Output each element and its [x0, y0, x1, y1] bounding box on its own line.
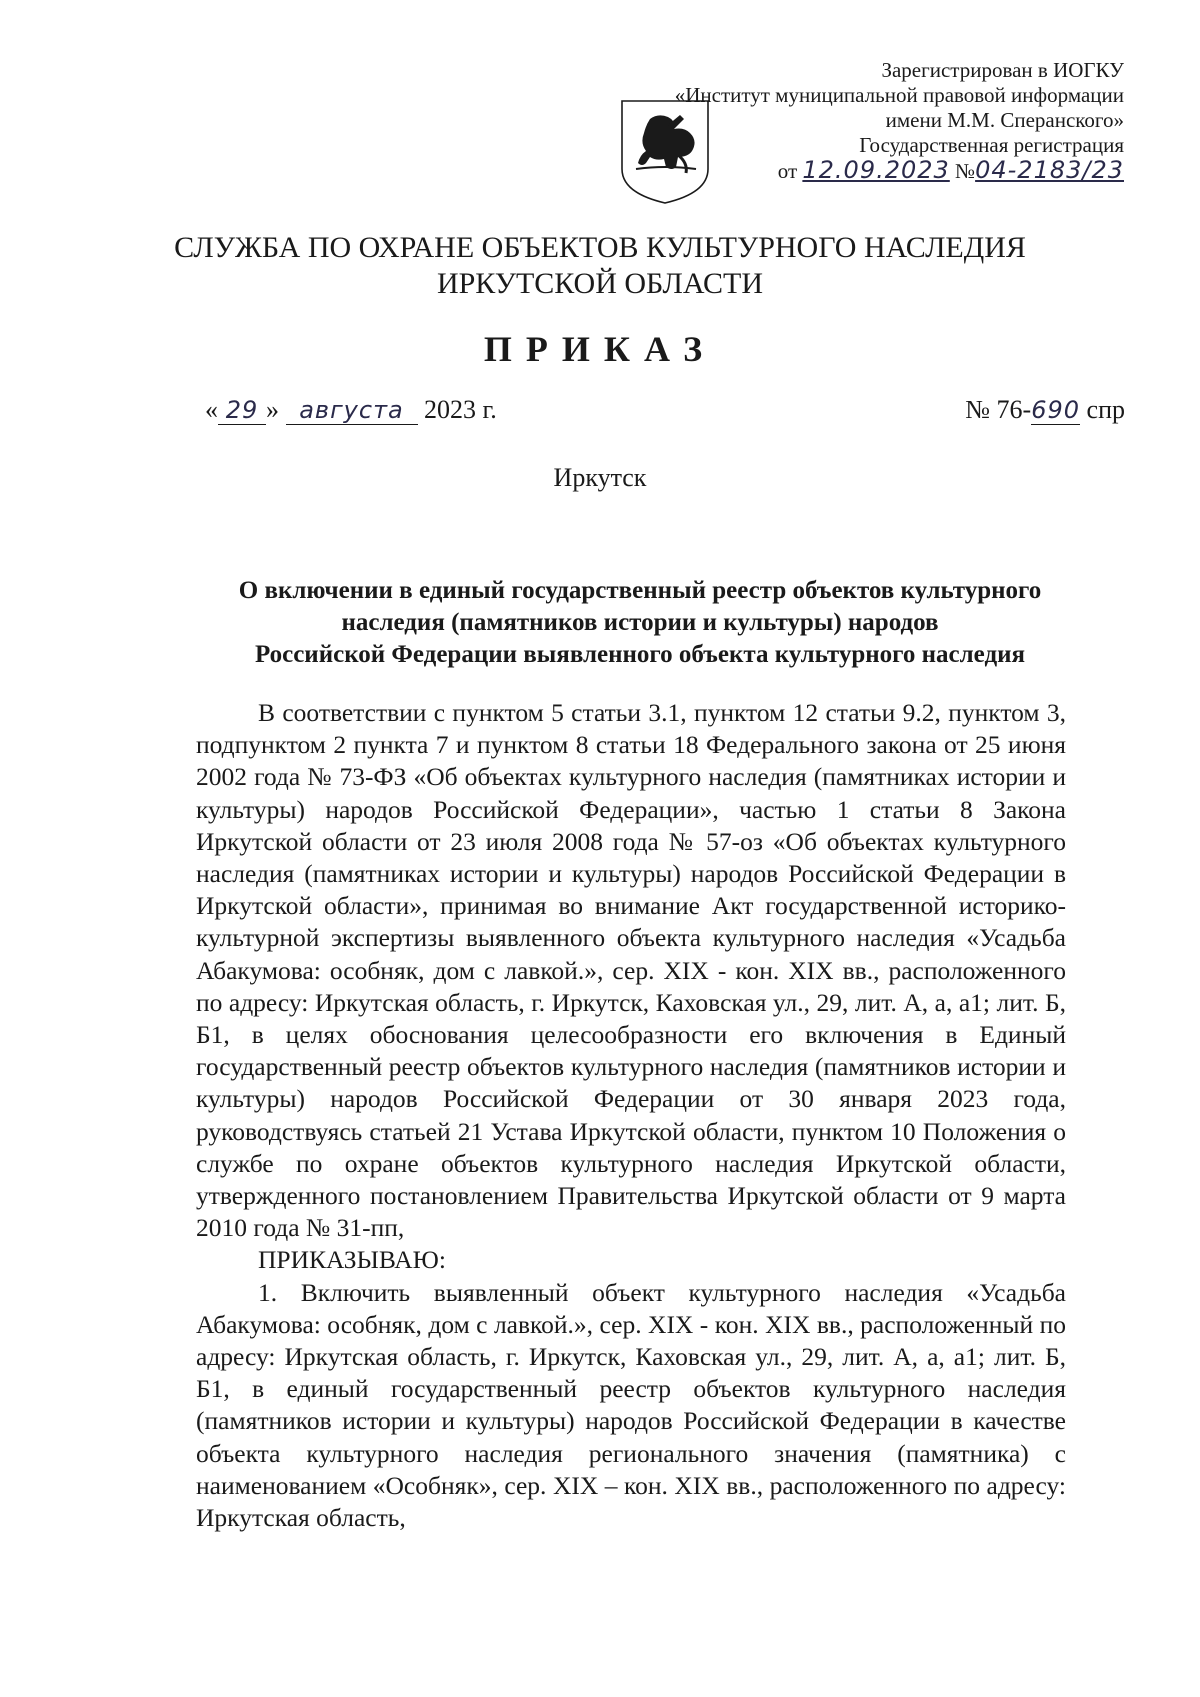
registration-stamp: [654, 58, 1124, 184]
date-day: 29: [218, 396, 266, 425]
order-number: [965, 395, 1125, 425]
registration-line-2: «Институт муниципальной правовой информации: [674, 83, 1124, 107]
date-month: августа: [286, 396, 418, 425]
title-line-2: наследия (памятников истории и культуры) народов: [341, 609, 939, 636]
registration-number-prefix: №: [955, 159, 976, 183]
registration-date: 12.09.2023: [802, 156, 950, 184]
order-number-value: 690: [1031, 396, 1081, 424]
registration-line-3: имени М.М. Сперанского»: [885, 108, 1124, 132]
city: Иркутск: [553, 463, 647, 492]
registration-line-4: Государственная регистрация: [859, 133, 1124, 157]
date-year: 2023 г.: [424, 395, 497, 424]
preamble-paragraph: В соответствии с пунктом 5 статьи 3.1, пунктом 12 статьи 9.2, пунктом 3, подпунктом 2 пункта 7 и пунктом 8 статьи 18 Федерального закона от 25 июня 2002 года № 73-ФЗ «Об объектах культурного наследия (памятниках истории и культуры) народов Российской Федерации», частью 1 статьи 8 Закона Иркутской области от 23 июля 2008 года № 57-оз «Об объектах культурного наследия (памятниках истории и культуры) народов Российской Федерации в Иркутской области», принимая во внимание Акт государственной историко-культурной экспертизы выявленного объекта культурного наследия «Усадьба Абакумова: особняк, дом с лавкой.», сер. XIX - кон. XIX вв., расположенного по адресу: Иркутская область, г. Иркутск, Каховская ул., 29, лит. А, а, а1; лит. Б, Б1, в целях обоснования целесообразности его включения в Единый государственный реестр объектов культурного наследия (памятников истории и культуры) народов Российской Федерации от 30 января 2023 года, руководствуясь статьей 21 Устава Иркутской области, пунктом 10 Положения о службе по охране объектов культурного наследия Иркутской области, утвержденного постановлением Правительства Иркутской области от 9 марта 2010 года № 31-пп,: [196, 698, 1066, 1243]
agency-name-line-2: ИРКУТСКОЙ ОБЛАСТИ: [436, 267, 764, 300]
document-type: ПРИКАЗ: [483, 329, 717, 369]
registration-number: 04-2183/23: [975, 156, 1124, 184]
agency-name: [0, 230, 1200, 302]
document-body: [196, 697, 1066, 1534]
document-title: [200, 575, 1080, 671]
registration-number-line: [654, 158, 1124, 184]
registration-date-prefix: от: [777, 159, 798, 183]
agency-name-line-1: СЛУЖБА ПО ОХРАНЕ ОБЪЕКТОВ КУЛЬТУРНОГО НАСЛЕДИЯ: [174, 231, 1026, 264]
order-item-1: 1. Включить выявленный объект культурного наследия «Усадьба Абакумова: особняк, дом с лавкой.», сер. XIX - кон. XIX вв., расположенный по адресу: Иркутская область, г. Иркутск, Каховская ул., 29, лит. А, а, а1; лит. Б, Б1, в единый государственный реестр объектов культурного наследия (памятников истории и культуры) народов Российской Федерации в качестве объекта культурного наследия регионального значения (памятника) с наименованием «Особняк», сер. XIX – кон. XIX вв., расположенного по адресу: Иркутская область,: [196, 1277, 1066, 1533]
date-close-quote: »: [266, 395, 279, 424]
order-number-prefix: № 76-: [965, 395, 1032, 424]
order-word: ПРИКАЗЫВАЮ:: [258, 1245, 446, 1275]
coat-of-arms-icon: [618, 97, 712, 207]
order-number-suffix: спр: [1086, 395, 1125, 424]
registration-line-1: Зарегистрирован в ИОГКУ: [881, 58, 1124, 82]
title-line-1: О включении в единый государственный реестр объектов культурного: [238, 577, 1042, 604]
order-date: [205, 395, 497, 425]
title-line-3: Российской Федерации выявленного объекта культурного наследия: [254, 641, 1026, 668]
date-open-quote: «: [205, 395, 218, 424]
